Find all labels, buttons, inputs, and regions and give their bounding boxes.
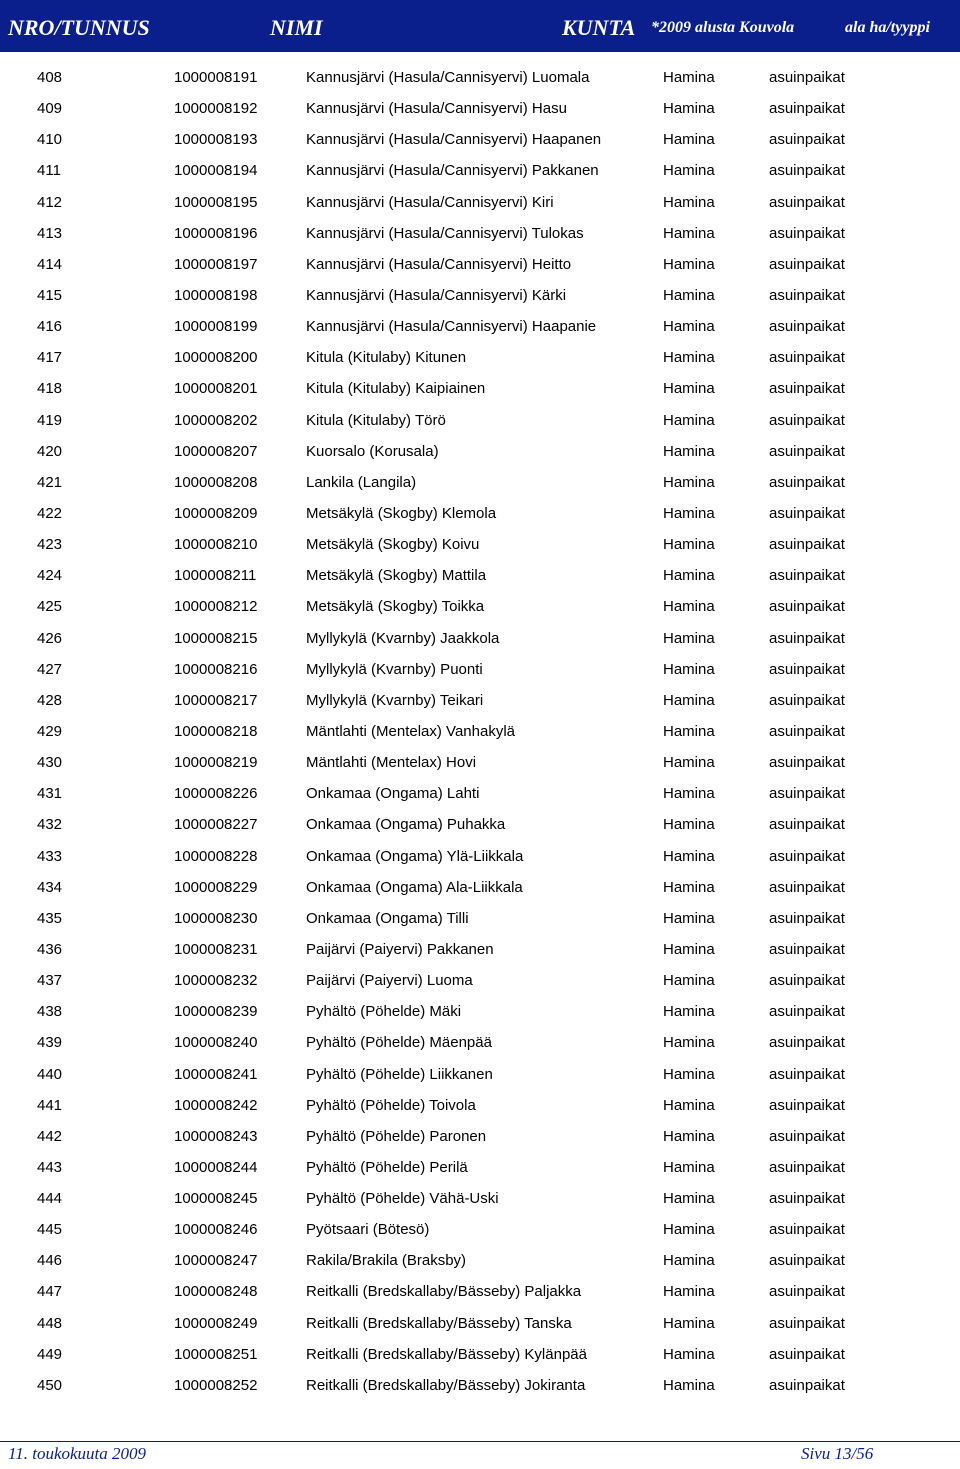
cell-nro: 450: [37, 1376, 63, 1394]
cell-id: 1000008209: [174, 504, 258, 522]
table-row: [0, 747, 960, 778]
table-row: [0, 841, 960, 872]
cell-type: asuinpaikat: [769, 629, 845, 647]
cell-type: asuinpaikat: [769, 940, 845, 958]
cell-kunta: Hamina: [663, 473, 715, 491]
table-row: [0, 436, 960, 467]
cell-nro: 425: [37, 598, 63, 616]
cell-id: 1000008246: [174, 1221, 258, 1239]
table-row: [0, 872, 960, 903]
cell-nro: 423: [37, 536, 63, 554]
table-row: [0, 93, 960, 124]
cell-nro: 418: [37, 380, 63, 398]
table-row: [0, 155, 960, 186]
column-header-kunta: KUNTA: [562, 15, 636, 40]
cell-nro: 421: [37, 473, 63, 491]
table-row: [0, 1370, 960, 1401]
table-row: [0, 529, 960, 560]
cell-kunta: Hamina: [663, 816, 715, 834]
cell-type: asuinpaikat: [769, 349, 845, 367]
cell-type: asuinpaikat: [769, 536, 845, 554]
cell-type: asuinpaikat: [769, 691, 845, 709]
cell-type: asuinpaikat: [769, 1003, 845, 1021]
cell-id: 1000008196: [174, 224, 258, 242]
cell-kunta: Hamina: [663, 1096, 715, 1114]
table-row: [0, 903, 960, 934]
cell-kunta: Hamina: [663, 972, 715, 990]
cell-nro: 422: [37, 504, 63, 522]
table-row: [0, 187, 960, 218]
cell-nro: 429: [37, 722, 63, 740]
cell-kunta: Hamina: [663, 785, 715, 803]
cell-type: asuinpaikat: [769, 722, 845, 740]
cell-name: Pyhältö (Pöhelde) Vähä-Uski: [306, 1190, 499, 1208]
cell-name: Metsäkylä (Skogby) Klemola: [306, 504, 497, 522]
cell-name: Kannusjärvi (Hasula/Cannisyervi) Luomala: [306, 69, 590, 86]
cell-kunta: Hamina: [663, 691, 715, 709]
cell-kunta: Hamina: [663, 286, 715, 304]
table-row: [0, 1121, 960, 1152]
cell-kunta: Hamina: [663, 1221, 715, 1239]
cell-kunta: Hamina: [663, 1190, 715, 1208]
cell-kunta: Hamina: [663, 940, 715, 958]
cell-id: 1000008202: [174, 411, 258, 429]
cell-id: 1000008229: [174, 878, 258, 896]
cell-nro: 435: [37, 909, 63, 927]
cell-kunta: Hamina: [663, 69, 715, 86]
cell-type: asuinpaikat: [769, 442, 845, 460]
cell-kunta: Hamina: [663, 442, 715, 460]
cell-type: asuinpaikat: [769, 972, 845, 990]
cell-id: 1000008201: [174, 380, 258, 398]
cell-name: Paijärvi (Paiyervi) Pakkanen: [306, 940, 494, 958]
cell-id: 1000008216: [174, 660, 258, 678]
cell-nro: 419: [37, 411, 63, 429]
cell-id: 1000008210: [174, 536, 258, 554]
cell-type: asuinpaikat: [769, 847, 845, 865]
cell-name: Kannusjärvi (Hasula/Cannisyervi) Hasu: [306, 100, 567, 118]
cell-nro: 427: [37, 660, 63, 678]
cell-name: Metsäkylä (Skogby) Koivu: [306, 536, 480, 554]
table-row: [0, 311, 960, 342]
cell-kunta: Hamina: [663, 1127, 715, 1145]
cell-id: 1000008226: [174, 785, 258, 803]
cell-name: Reitkalli (Bredskallaby/Bässeby) Paljakka: [306, 1283, 582, 1301]
cell-id: 1000008200: [174, 349, 258, 367]
cell-kunta: Hamina: [663, 1065, 715, 1083]
cell-type: asuinpaikat: [769, 224, 845, 242]
cell-nro: 416: [37, 318, 63, 336]
cell-nro: 413: [37, 224, 63, 242]
cell-name: Reitkalli (Bredskallaby/Bässeby) Kylänpää: [306, 1345, 587, 1363]
cell-kunta: Hamina: [663, 660, 715, 678]
cell-id: 1000008215: [174, 629, 258, 647]
cell-nro: 420: [37, 442, 63, 460]
cell-name: Paijärvi (Paiyervi) Luoma: [306, 972, 473, 990]
cell-type: asuinpaikat: [769, 193, 845, 211]
cell-type: asuinpaikat: [769, 567, 845, 585]
cell-id: 1000008252: [174, 1376, 258, 1394]
cell-nro: 430: [37, 754, 63, 772]
cell-nro: 434: [37, 878, 63, 896]
table-row: [0, 591, 960, 622]
cell-name: Myllykylä (Kvarnby) Teikari: [306, 691, 484, 709]
cell-name: Metsäkylä (Skogby) Mattila: [306, 567, 487, 585]
cell-kunta: Hamina: [663, 1314, 715, 1332]
cell-kunta: Hamina: [663, 504, 715, 522]
cell-nro: 428: [37, 691, 63, 709]
table-row: [0, 405, 960, 436]
cell-id: 1000008191: [174, 69, 258, 86]
cell-name: Kitula (Kitulaby) Kitunen: [306, 349, 467, 367]
cell-type: asuinpaikat: [769, 660, 845, 678]
cell-id: 1000008197: [174, 255, 258, 273]
footer-date: 11. toukokuuta 2009: [8, 1444, 147, 1463]
table-row: [0, 623, 960, 654]
table-row: [0, 342, 960, 373]
cell-name: Pyhältö (Pöhelde) Liikkanen: [306, 1065, 493, 1083]
table-row: [0, 1090, 960, 1121]
cell-type: asuinpaikat: [769, 598, 845, 616]
cell-name: Onkamaa (Ongama) Puhakka: [306, 816, 506, 834]
cell-kunta: Hamina: [663, 629, 715, 647]
cell-kunta: Hamina: [663, 193, 715, 211]
cell-type: asuinpaikat: [769, 162, 845, 180]
column-header-nimi: NIMI: [270, 15, 323, 40]
cell-type: asuinpaikat: [769, 1034, 845, 1052]
cell-type: asuinpaikat: [769, 1345, 845, 1363]
table-row: [0, 1339, 960, 1370]
cell-name: Metsäkylä (Skogby) Toikka: [306, 598, 485, 616]
cell-kunta: Hamina: [663, 567, 715, 585]
cell-name: Kannusjärvi (Hasula/Cannisyervi) Pakkanen: [306, 162, 599, 180]
table-row: [0, 1027, 960, 1058]
cell-nro: 431: [37, 785, 63, 803]
cell-id: 1000008231: [174, 940, 258, 958]
cell-name: Myllykylä (Kvarnby) Puonti: [306, 660, 483, 678]
cell-kunta: Hamina: [663, 1034, 715, 1052]
cell-kunta: Hamina: [663, 224, 715, 242]
table-row: [0, 654, 960, 685]
cell-kunta: Hamina: [663, 847, 715, 865]
table-row: [0, 249, 960, 280]
cell-name: Onkamaa (Ongama) Ala-Liikkala: [306, 878, 523, 896]
cell-type: asuinpaikat: [769, 255, 845, 273]
column-header-type: ala ha/tyyppi: [845, 19, 930, 36]
cell-kunta: Hamina: [663, 1003, 715, 1021]
column-header-nro: NRO/TUNNUS: [8, 15, 150, 40]
cell-type: asuinpaikat: [769, 878, 845, 896]
cell-type: asuinpaikat: [769, 100, 845, 118]
cell-type: asuinpaikat: [769, 1096, 845, 1114]
cell-type: asuinpaikat: [769, 504, 845, 522]
cell-nro: 408: [37, 69, 63, 86]
cell-type: asuinpaikat: [769, 909, 845, 927]
cell-name: Onkamaa (Ongama) Lahti: [306, 785, 480, 803]
cell-kunta: Hamina: [663, 318, 715, 336]
cell-id: 1000008212: [174, 598, 258, 616]
cell-type: asuinpaikat: [769, 1158, 845, 1176]
cell-type: asuinpaikat: [769, 69, 845, 86]
cell-id: 1000008208: [174, 473, 258, 491]
cell-name: Onkamaa (Ongama) Tilli: [306, 909, 469, 927]
cell-kunta: Hamina: [663, 131, 715, 149]
table-row: [0, 1308, 960, 1339]
footer-page-number: Sivu 13/56: [801, 1444, 874, 1463]
cell-type: asuinpaikat: [769, 131, 845, 149]
table-row: [0, 280, 960, 311]
cell-id: 1000008207: [174, 442, 258, 460]
cell-kunta: Hamina: [663, 380, 715, 398]
cell-name: Kannusjärvi (Hasula/Cannisyervi) Haapanie: [306, 318, 597, 336]
cell-type: asuinpaikat: [769, 1190, 845, 1208]
cell-nro: 444: [37, 1190, 63, 1208]
cell-id: 1000008242: [174, 1096, 258, 1114]
cell-kunta: Hamina: [663, 1376, 715, 1394]
cell-type: asuinpaikat: [769, 785, 845, 803]
table-row: [0, 934, 960, 965]
cell-nro: 436: [37, 940, 63, 958]
cell-name: Pyhältö (Pöhelde) Mäki: [306, 1003, 462, 1021]
cell-name: Kannusjärvi (Hasula/Cannisyervi) Kärki: [306, 286, 567, 304]
table-row: [0, 1245, 960, 1276]
cell-id: 1000008219: [174, 754, 258, 772]
cell-nro: 415: [37, 286, 63, 304]
cell-kunta: Hamina: [663, 255, 715, 273]
cell-nro: 438: [37, 1003, 63, 1021]
table-row: [0, 1152, 960, 1183]
cell-type: asuinpaikat: [769, 1065, 845, 1083]
cell-nro: 443: [37, 1158, 63, 1176]
cell-name: Pyötsaari (Bötesö): [306, 1221, 430, 1239]
cell-nro: 410: [37, 131, 63, 149]
table-row: [0, 498, 960, 529]
cell-id: 1000008247: [174, 1252, 258, 1270]
cell-id: 1000008218: [174, 722, 258, 740]
cell-nro: 432: [37, 816, 63, 834]
cell-id: 1000008193: [174, 131, 258, 149]
cell-nro: 439: [37, 1034, 63, 1052]
cell-name: Mäntlahti (Mentelax) Vanhakylä: [306, 722, 515, 740]
cell-nro: 446: [37, 1252, 63, 1270]
cell-type: asuinpaikat: [769, 816, 845, 834]
cell-kunta: Hamina: [663, 349, 715, 367]
cell-type: asuinpaikat: [769, 1127, 845, 1145]
cell-kunta: Hamina: [663, 1158, 715, 1176]
cell-nro: 414: [37, 255, 63, 273]
table-row: [0, 62, 960, 93]
table-row: [0, 467, 960, 498]
cell-nro: 424: [37, 567, 63, 585]
cell-id: 1000008240: [174, 1034, 258, 1052]
cell-name: Pyhältö (Pöhelde) Perilä: [306, 1158, 468, 1176]
table-row: [0, 716, 960, 747]
cell-nro: 442: [37, 1127, 63, 1145]
header-divider: [0, 50, 960, 52]
cell-kunta: Hamina: [663, 598, 715, 616]
cell-type: asuinpaikat: [769, 1283, 845, 1301]
cell-kunta: Hamina: [663, 1345, 715, 1363]
cell-type: asuinpaikat: [769, 1252, 845, 1270]
cell-id: 1000008243: [174, 1127, 258, 1145]
cell-name: Pyhältö (Pöhelde) Paronen: [306, 1127, 487, 1145]
cell-name: Reitkalli (Bredskallaby/Bässeby) Tanska: [306, 1314, 572, 1332]
cell-id: 1000008195: [174, 193, 258, 211]
cell-nro: 433: [37, 847, 63, 865]
table-row: [0, 809, 960, 840]
cell-name: Pyhältö (Pöhelde) Toivola: [306, 1096, 476, 1114]
cell-name: Kannusjärvi (Hasula/Cannisyervi) Kiri: [306, 193, 554, 211]
cell-type: asuinpaikat: [769, 286, 845, 304]
cell-type: asuinpaikat: [769, 411, 845, 429]
cell-id: 1000008192: [174, 100, 258, 118]
cell-id: 1000008194: [174, 162, 258, 180]
cell-kunta: Hamina: [663, 162, 715, 180]
cell-id: 1000008232: [174, 972, 258, 990]
cell-id: 1000008227: [174, 816, 258, 834]
cell-name: Myllykylä (Kvarnby) Jaakkola: [306, 629, 500, 647]
cell-id: 1000008251: [174, 1345, 258, 1363]
cell-name: Rakila/Brakila (Braksby): [306, 1252, 467, 1270]
cell-name: Kannusjärvi (Hasula/Cannisyervi) Heitto: [306, 255, 572, 273]
cell-nro: 448: [37, 1314, 63, 1332]
cell-kunta: Hamina: [663, 536, 715, 554]
table-row: [0, 373, 960, 404]
cell-id: 1000008217: [174, 691, 258, 709]
cell-kunta: Hamina: [663, 411, 715, 429]
cell-id: 1000008249: [174, 1314, 258, 1332]
cell-id: 1000008248: [174, 1283, 258, 1301]
table-row: [0, 1214, 960, 1245]
cell-name: Reitkalli (Bredskallaby/Bässeby) Jokiranta: [306, 1376, 586, 1394]
cell-name: Kannusjärvi (Hasula/Cannisyervi) Tulokas: [306, 224, 584, 242]
cell-id: 1000008245: [174, 1190, 258, 1208]
cell-kunta: Hamina: [663, 878, 715, 896]
table-row: [0, 778, 960, 809]
table-row: [0, 965, 960, 996]
table-row: [0, 1059, 960, 1090]
cell-nro: 445: [37, 1221, 63, 1239]
cell-name: Kannusjärvi (Hasula/Cannisyervi) Haapanen: [306, 131, 602, 149]
cell-type: asuinpaikat: [769, 473, 845, 491]
cell-id: 1000008239: [174, 1003, 258, 1021]
cell-type: asuinpaikat: [769, 1314, 845, 1332]
cell-name: Kitula (Kitulaby) Törö: [306, 411, 446, 429]
table-row: [0, 218, 960, 249]
table-body: [0, 62, 960, 1401]
cell-nro: 447: [37, 1283, 63, 1301]
cell-type: asuinpaikat: [769, 1221, 845, 1239]
cell-id: 1000008241: [174, 1065, 258, 1083]
cell-kunta: Hamina: [663, 909, 715, 927]
cell-nro: 409: [37, 100, 63, 118]
cell-nro: 440: [37, 1065, 63, 1083]
cell-type: asuinpaikat: [769, 380, 845, 398]
cell-kunta: Hamina: [663, 100, 715, 118]
cell-name: Pyhältö (Pöhelde) Mäenpää: [306, 1034, 492, 1052]
cell-kunta: Hamina: [663, 722, 715, 740]
table-row: [0, 1276, 960, 1307]
cell-nro: 417: [37, 349, 63, 367]
cell-nro: 441: [37, 1096, 63, 1114]
column-header-note: *2009 alusta Kouvola: [651, 19, 795, 36]
table-row: [0, 685, 960, 716]
cell-name: Mäntlahti (Mentelax) Hovi: [306, 754, 477, 772]
table-row: [0, 124, 960, 155]
table-header: [0, 0, 960, 50]
cell-nro: 411: [37, 162, 61, 180]
cell-type: asuinpaikat: [769, 318, 845, 336]
cell-nro: 426: [37, 629, 63, 647]
table-row: [0, 1183, 960, 1214]
cell-id: 1000008228: [174, 847, 258, 865]
table-row: [0, 996, 960, 1027]
page-footer: [0, 1441, 960, 1469]
cell-name: Kitula (Kitulaby) Kaipiainen: [306, 380, 486, 398]
cell-kunta: Hamina: [663, 754, 715, 772]
cell-name: Onkamaa (Ongama) Ylä-Liikkala: [306, 847, 524, 865]
cell-name: Kuorsalo (Korusala): [306, 442, 439, 460]
cell-kunta: Hamina: [663, 1283, 715, 1301]
cell-id: 1000008230: [174, 909, 258, 927]
cell-id: 1000008198: [174, 286, 258, 304]
cell-nro: 437: [37, 972, 63, 990]
cell-id: 1000008244: [174, 1158, 258, 1176]
table-row: [0, 560, 960, 591]
cell-nro: 412: [37, 193, 63, 211]
cell-name: Lankila (Langila): [306, 473, 417, 491]
cell-id: 1000008211: [174, 567, 257, 585]
cell-type: asuinpaikat: [769, 1376, 845, 1394]
cell-kunta: Hamina: [663, 1252, 715, 1270]
cell-type: asuinpaikat: [769, 754, 845, 772]
cell-id: 1000008199: [174, 318, 258, 336]
cell-nro: 449: [37, 1345, 63, 1363]
